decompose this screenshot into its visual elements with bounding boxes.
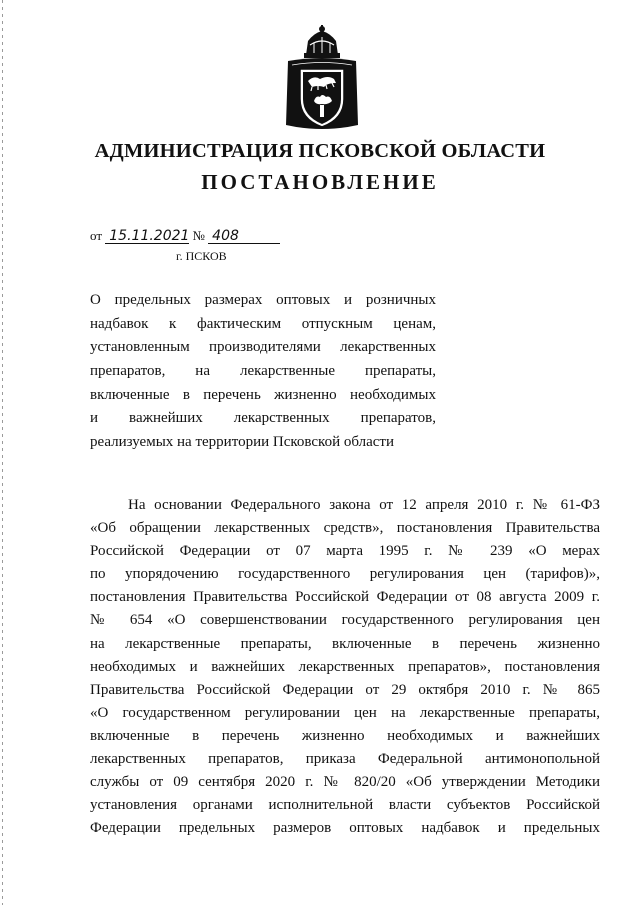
body-line: На основании Федерального закона от 12 апреля 2010 г. № 61-ФЗ bbox=[128, 497, 600, 513]
subject-line: реализуемых на территории Псковской области bbox=[90, 434, 394, 451]
body-line: «Об обращении лекарственных средств», постановления Правительства bbox=[90, 520, 600, 537]
body-line: службы от 09 сентября 2020 г. № 820/20 «Об утверждении Методики bbox=[90, 774, 600, 791]
body-line: Федерации предельных размеров оптовых надбавок и предельных bbox=[90, 820, 600, 837]
document-subject bbox=[90, 289, 436, 455]
city-label: г. ПСКОВ bbox=[176, 249, 227, 263]
body-line: Российской Федерации от 07 марта 1995 г. № 239 «О мерах bbox=[90, 543, 600, 560]
scan-edge-artifact bbox=[2, 0, 3, 905]
body-line: на лекарственные препараты, включенные в перечень жизненно bbox=[90, 635, 600, 652]
subject-line: О предельных размерах оптовых и розничных bbox=[90, 292, 436, 308]
subject-line: надбавок к фактическим отпускным ценам, bbox=[90, 315, 436, 332]
date-number-line bbox=[90, 228, 280, 244]
body-line: № 654 «О совершенствовании государственного регулирования цен bbox=[90, 612, 600, 629]
handwritten-number: 408 bbox=[208, 229, 280, 244]
organization-title: АДМИНИСТРАЦИЯ ПСКОВСКОЙ ОБЛАСТИ bbox=[94, 140, 546, 162]
handwritten-date: 15.11.2021 bbox=[105, 229, 189, 244]
subject-line: препаратов, на лекарственные препараты, bbox=[90, 363, 436, 380]
number-prefix: № bbox=[192, 228, 205, 243]
body-line: установления органами исполнительной власти субъектов Российской bbox=[90, 797, 600, 814]
subject-line: включенные в перечень жизненно необходимых bbox=[90, 386, 436, 403]
body-line: по упорядочению государственного регулирования цен (тарифов)», bbox=[90, 566, 600, 583]
body-line: необходимых и важнейших лекарственных препаратов», постановления bbox=[90, 658, 600, 675]
document-body bbox=[90, 494, 600, 840]
document-type-title: ПОСТАНОВЛЕНИЕ bbox=[201, 170, 439, 194]
body-line: лекарственных препаратов, приказа Федеральной антимонопольной bbox=[90, 751, 600, 768]
subject-line: и важнейших лекарственных препаратов, bbox=[90, 410, 436, 427]
body-line: Правительства Российской Федерации от 29 октября 2010 г. № 865 bbox=[90, 681, 600, 698]
date-prefix: от bbox=[90, 228, 103, 243]
body-line: «О государственном регулировании цен на лекарственные препараты, bbox=[90, 704, 600, 721]
body-line: включенные в перечень жизненно необходимых и важнейших bbox=[90, 727, 600, 744]
pskov-oblast-coat-of-arms-icon bbox=[284, 25, 360, 133]
subject-line: установленным производителями лекарственных bbox=[90, 339, 436, 356]
body-line: постановления Правительства Российской Федерации от 08 августа 2009 г. bbox=[90, 589, 600, 606]
